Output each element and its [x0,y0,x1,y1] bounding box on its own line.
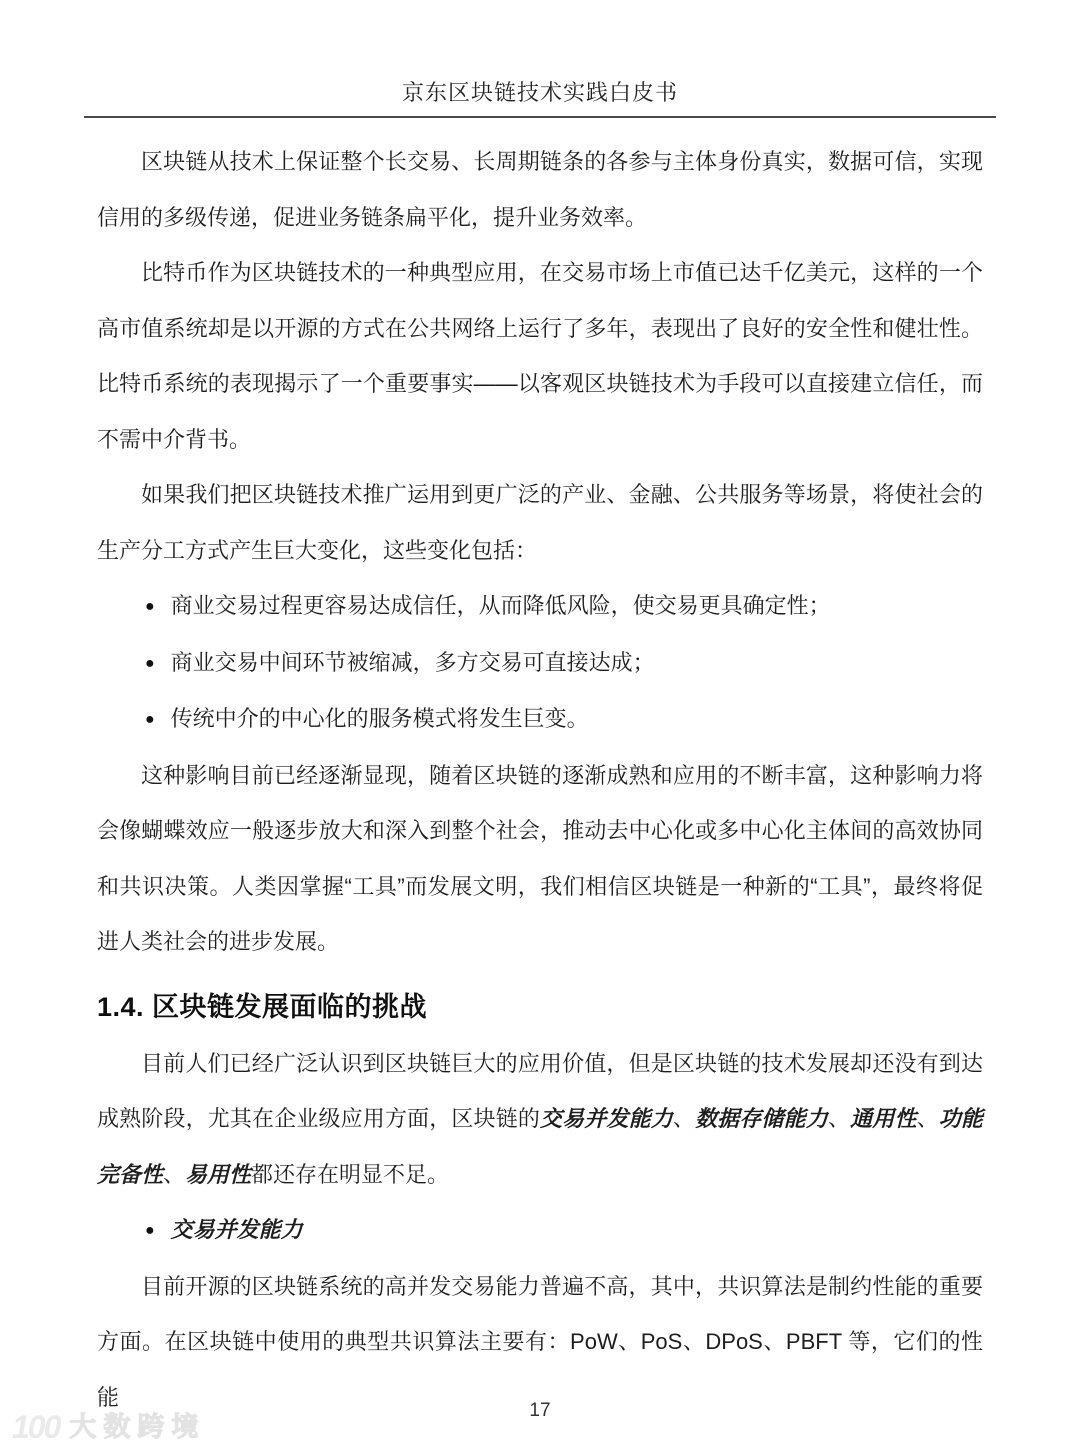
paragraph [97,245,983,467]
body-text: 商业交易中间环节被缩减，多方交易可直接达成； [170,649,655,675]
watermark [12,1410,205,1444]
bullet-icon: ● [145,711,155,728]
bullet-text [171,1217,303,1242]
emphasized-text: 通用性 [850,1106,917,1131]
body-text: 、 [916,1106,939,1131]
bullet-icon: ● [145,598,155,615]
bullet-icon: ● [145,654,155,672]
bullet-list-item [97,578,983,635]
body-text: 、 [672,1106,696,1131]
watermark-logo-icon: 100 [12,1409,60,1445]
document-body [97,118,983,1425]
page-number: 17 [529,1400,551,1421]
body-text: 区块链从技术上保证整个长交易、长周期链条的各参与主体身份真实，数据可信，实现信用的多级传递，促进业务链条扁平化，提升业务效率。 [97,149,983,230]
body-text: 1.4. 区块链发展面临的挑战 [97,991,428,1022]
bullet-list-item [97,635,983,692]
body-text: 、 [163,1161,186,1187]
body-text: 目前人们已经广泛认识到区块链巨大的应用价值，但是区块链的技术发展却还没有到达成熟阶段，尤其在企业级应用方面，区块链的 [97,1050,983,1131]
paragraph [97,1036,983,1203]
body-text: 、 [827,1106,851,1131]
watermark-text: 大数跨境 [69,1412,206,1442]
bullet-icon: ● [145,1222,155,1239]
body-text: 比特币作为区块链技术的一种典型应用，在交易市场上市值已达千亿美元，这样的一个高市值系统却是以开源的方式在公共网络上运行了多年，表现出了良好的安全性和健壮性。比特币系统的表现揭示了一个重要事实——以客观区块链技术为手段可以直接建立信任，而不需中介背书。 [97,260,983,452]
emphasized-text: 功能完备性 [97,1106,983,1187]
bullet-text [171,706,589,731]
body-text: 商业交易过程更容易达成信任，从而降低风险，使交易更具确定性； [170,593,831,618]
header-title: 京东区块链技术实践白皮书 [401,80,678,105]
emphasized-text: 交易并发能力 [540,1106,673,1131]
body-text: 这种影响目前已经逐渐显现，随着区块链的逐渐成熟和应用的不断丰富，这种影响力将会像蝴蝶效应一般逐步放大和深入到整个社会，推动去中心化或多中心化主体间的高效协同和共识决策。人类因掌握“工具”而发展文明，我们相信区块链是一种新的“工具”，最终将促进人类社会的进步发展。 [97,762,983,954]
body-text: 传统中介的中心化的服务模式将发生巨变。 [170,706,589,731]
emphasized-text: 数据存储能力 [695,1106,828,1131]
emphasized-text: 交易并发能力 [170,1217,303,1242]
bullet-text [171,650,655,675]
bullet-list-item [97,1202,983,1259]
body-text: 都还存在明显不足。 [251,1161,450,1187]
bullet-list-item [97,691,983,748]
paragraph [97,467,983,578]
body-text: 如果我们把区块链技术推广运用到更广泛的产业、金融、公共服务等场景，将使社会的生产分工方式产生巨大变化，这些变化包括： [97,482,983,563]
paragraph [97,134,983,245]
section-heading [97,985,983,1029]
bullet-text [171,593,831,618]
emphasized-text: 易用性 [185,1161,252,1187]
page-header [84,0,996,118]
paragraph [97,748,983,970]
body-text: 目前开源的区块链系统的高并发交易能力普遍不高，其中，共识算法是制约性能的重要方面。在区块链中使用的典型共识算法主要有：PoW、PoS、DPoS、PBFT 等，它们的性能 [97,1273,983,1410]
